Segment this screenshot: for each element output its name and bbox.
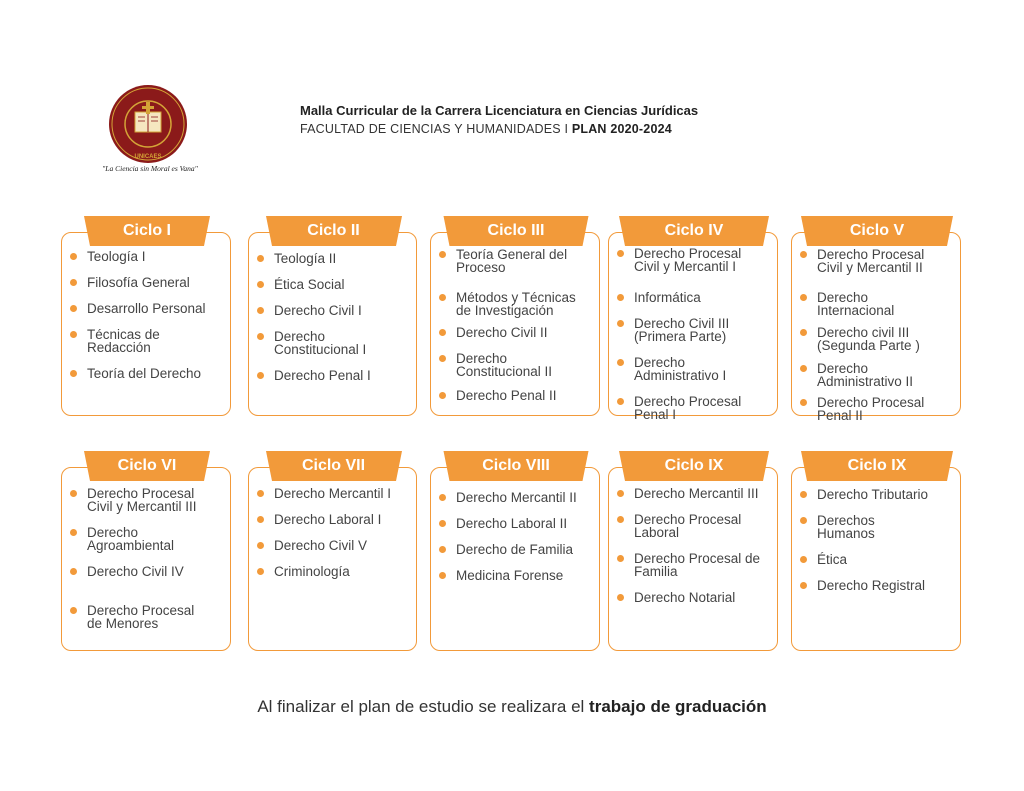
faculty-label: FACULTAD DE CIENCIAS Y HUMANIDADES I (300, 122, 569, 136)
subject-item: Derecho Laboral II (439, 518, 595, 531)
graduation-note-text: Al finalizar el plan de estudio se realizara el (257, 697, 585, 716)
subject-item: Derecho Procesal de Familia (617, 553, 773, 578)
cycle-title: Ciclo VI (117, 457, 177, 474)
subject-item: Derecho Procesal Civil y Mercantil II (800, 249, 956, 274)
page-title: Malla Curricular de la Carrera Licenciatura en Ciencias Jurídicas (300, 103, 699, 118)
subject-item: Derecho Laboral I (257, 514, 412, 527)
cycle-card (791, 457, 961, 651)
cycle-title: Ciclo IX (664, 457, 724, 474)
subject-item: Criminología (257, 566, 412, 579)
cycle-card (608, 457, 778, 651)
cycle-title: Ciclo II (307, 222, 360, 239)
subject-item: Ética Social (257, 279, 412, 292)
subject-item: Informática (617, 292, 773, 305)
cycle-card (61, 222, 231, 416)
university-logo (108, 84, 188, 164)
subject-item: Teoría General del Proceso (439, 249, 595, 274)
subject-item: Derecho Agroambiental (70, 527, 226, 552)
cycle-card (248, 222, 417, 416)
subject-item: Derecho Procesal Penal I (617, 396, 773, 421)
cycle-card (61, 457, 231, 651)
graduation-note-bold: trabajo de graduación (589, 697, 767, 716)
cycle-card (248, 457, 417, 651)
page-subtitle (300, 122, 698, 136)
subject-item: Derechos Humanos (800, 515, 956, 540)
cycle-title-banner (266, 451, 402, 481)
subject-item: Derecho Procesal Laboral (617, 514, 773, 539)
cycle-title: Ciclo IV (664, 222, 724, 239)
subject-item: Derecho Constitucional II (439, 353, 595, 378)
cycle-title-banner (266, 216, 402, 246)
subject-item: Métodos y Técnicas de Investigación (439, 292, 595, 317)
cycle-title-banner (619, 451, 769, 481)
subject-item: Teología I (70, 251, 226, 264)
subject-item: Ética (800, 554, 956, 567)
subject-item: Derecho Mercantil I (257, 488, 412, 501)
subject-item: Derecho Penal I (257, 370, 412, 383)
cycle-title-banner (84, 216, 210, 246)
subject-item: Medicina Forense (439, 570, 595, 583)
svg-text:UNICAES: UNICAES (134, 154, 162, 160)
subject-item: Derecho Civil III (Primera Parte) (617, 318, 773, 343)
cycle-title-banner (801, 216, 953, 246)
cycle-title: Ciclo VII (301, 457, 366, 474)
subject-item: Teología II (257, 253, 412, 266)
cycle-card (430, 222, 600, 416)
subject-item: Filosofía General (70, 277, 226, 290)
subject-item: Derecho Administrativo II (800, 363, 956, 388)
cycle-title: Ciclo VIII (482, 457, 550, 474)
cycle-title-banner (619, 216, 769, 246)
subject-item: Derecho Procesal Penal II (800, 397, 956, 422)
subject-item: Derecho Registral (800, 580, 956, 593)
subject-item: Derecho Penal II (439, 390, 595, 403)
cycle-title: Ciclo V (849, 222, 905, 239)
subject-item: Derecho Civil I (257, 305, 412, 318)
subject-item: Derecho Internacional (800, 292, 956, 317)
subject-item: Derecho Civil V (257, 540, 412, 553)
subject-item: Derecho Procesal de Menores (70, 605, 226, 630)
subject-item: Derecho Administrativo I (617, 357, 773, 382)
graduation-note (0, 697, 1024, 717)
subject-item: Teoría del Derecho (70, 368, 226, 381)
subject-item: Derecho Civil II (439, 327, 595, 340)
subject-item: Derecho de Familia (439, 544, 595, 557)
cycle-card (791, 222, 961, 423)
plan-label: PLAN 2020-2024 (571, 122, 672, 136)
subject-item: Derecho Constitucional I (257, 331, 412, 356)
subject-item: Derecho civil III (Segunda Parte ) (800, 327, 956, 352)
cycle-title: Ciclo IX (847, 457, 907, 474)
cycle-title-banner (84, 451, 210, 481)
page-header (300, 103, 698, 136)
subject-item: Derecho Mercantil III (617, 488, 773, 501)
subject-item: Derecho Procesal Civil y Mercantil I (617, 248, 773, 273)
subject-item: Técnicas de Redacción (70, 329, 226, 354)
subject-item: Desarrollo Personal (70, 303, 226, 316)
cycle-card (430, 457, 600, 651)
cycle-title-banner (801, 451, 953, 481)
subject-item: Derecho Notarial (617, 592, 773, 605)
cycle-title-banner (444, 216, 589, 246)
subject-item: Derecho Mercantil II (439, 492, 595, 505)
cycle-title: Ciclo I (122, 222, 171, 239)
subject-item: Derecho Civil IV (70, 566, 226, 579)
subject-item: Derecho Procesal Civil y Mercantil III (70, 488, 226, 513)
cycle-title: Ciclo III (487, 222, 545, 239)
university-motto: "La Ciencia sin Moral es Vana" (102, 164, 198, 173)
subject-item: Derecho Tributario (800, 489, 956, 502)
cycle-title-banner (444, 451, 589, 481)
cycle-card (608, 222, 778, 422)
